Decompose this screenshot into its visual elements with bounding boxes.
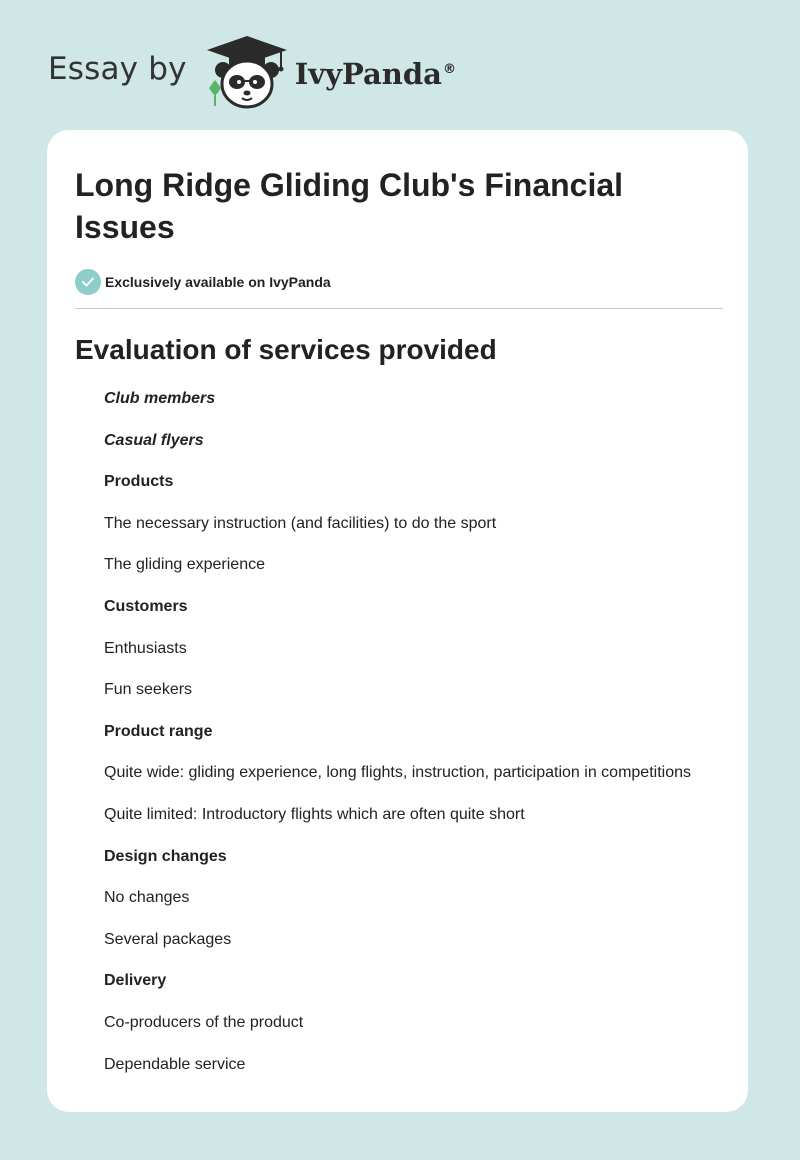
list-item: Fun seekers: [104, 681, 193, 699]
brand-name: [295, 57, 456, 91]
list-item: Casual flyers: [104, 431, 204, 449]
list-item: Delivery: [104, 972, 167, 990]
list-item: Co-producers of the product: [104, 1013, 304, 1031]
list-item: Enthusiasts: [104, 639, 187, 657]
essay-card: [47, 130, 748, 1112]
list-item: Quite limited: Introductory flights which are often quite short: [104, 805, 525, 823]
essay-title: Long Ridge Gliding Club's Financial Issues: [75, 167, 624, 245]
services-list: [75, 389, 722, 1074]
brand-prefix: Essay by: [48, 51, 187, 87]
list-item: Club members: [104, 390, 216, 407]
brand-header: [48, 34, 456, 110]
exclusive-badge: [75, 268, 722, 296]
list-item: Design changes: [104, 847, 227, 865]
list-item: Products: [104, 473, 174, 491]
divider: [75, 308, 723, 309]
registered-mark: ®: [442, 62, 456, 78]
list-item: The gliding experience: [104, 556, 265, 574]
brand-name-text: IvyPanda: [294, 57, 442, 91]
list-item: No changes: [104, 889, 190, 907]
section-heading: Evaluation of services provided: [75, 334, 497, 365]
list-item: The necessary instruction (and facilities) to do the sport: [104, 514, 497, 532]
check-icon: [75, 269, 101, 295]
list-item: Dependable service: [104, 1055, 246, 1073]
list-item: Customers: [104, 597, 188, 615]
ivy-leaf-icon: [209, 80, 221, 106]
exclusive-label: Exclusively available on IvyPanda: [105, 274, 331, 290]
list-item: Several packages: [104, 930, 232, 948]
list-item: Product range: [104, 722, 213, 740]
panda-logo-icon: [201, 34, 293, 110]
list-item: Quite wide: gliding experience, long flights, instruction, participation in competitions: [104, 764, 691, 782]
